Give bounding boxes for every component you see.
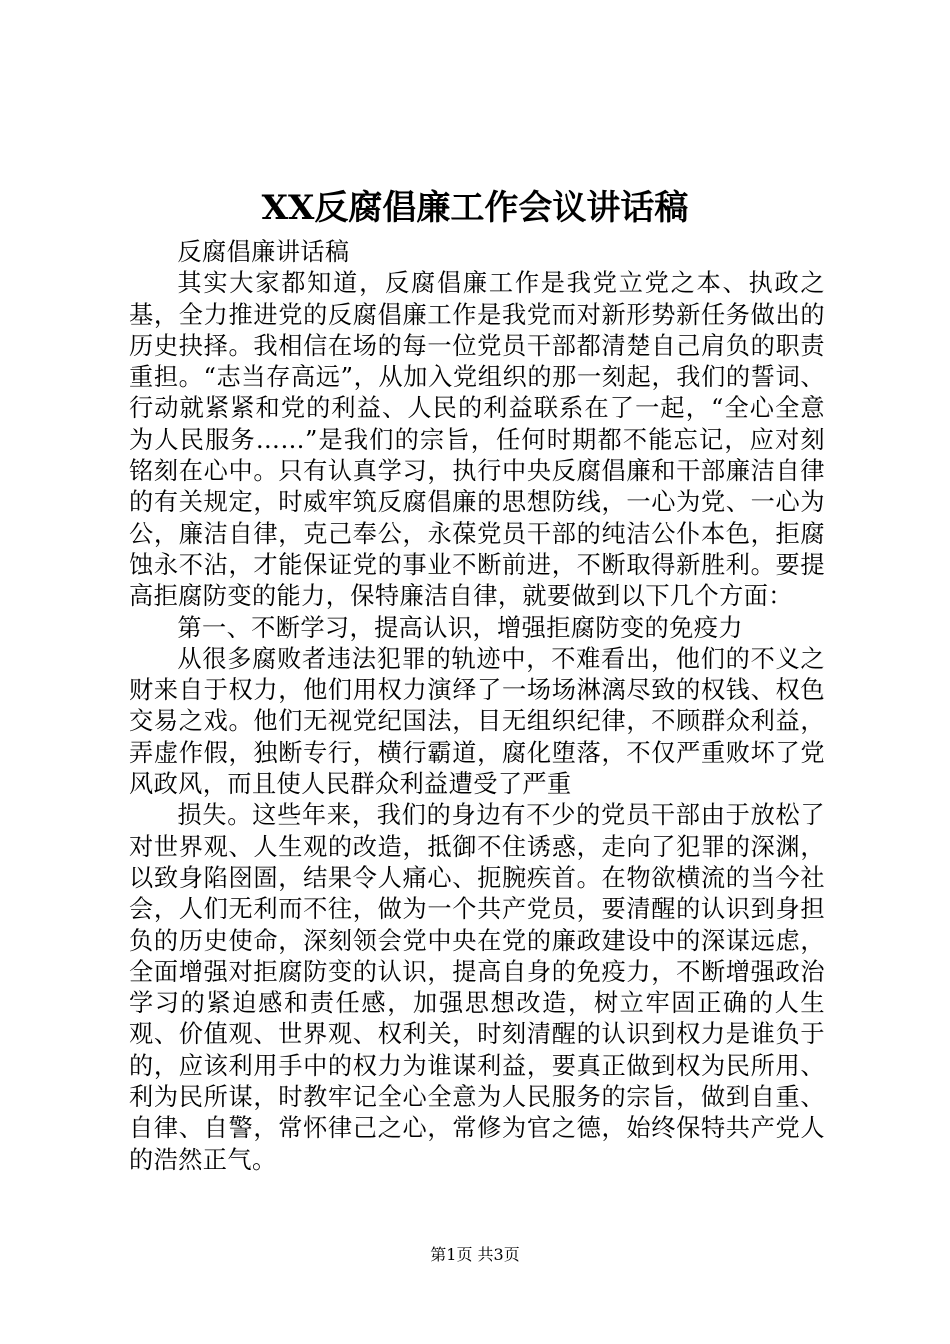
section-heading-first: 第一、不断学习，提高认识，增强拒腐防变的免疫力 [177, 613, 743, 642]
paragraph-intro: 其实大家都知道，反腐倡廉工作是我党立党之本、执政之基，全力推进党的反腐倡廉工作是我党而对新形势新任务做出的历史抉择。我相信在场的每一位党员干部都清楚自己肩负的职责重担。“志当存高远”，从加入党组织的那一刻起，我们的誓词、行动就紧紧和党的利益、人民的利益联系在了一起，“全心全意为人民服务……”是我们的宗旨，任何时期都不能忘记，应对刻铭刻在心中。只有认真学习，执行中央反腐倡廉和干部廉洁自律的有关规定，时威牢筑反腐倡廉的思想防线，一心为党、一心为公，廉洁自律，克己奉公，永葆党员干部的纯洁公仆本色，拒腐蚀永不沾，才能保证党的事业不断前进，不断取得新胜利。要提高拒腐防变的能力，保特廉洁自律，就要做到以下几个方面： [129, 269, 825, 611]
page-footer: 第1页 共3页 [430, 1245, 520, 1264]
document-title: XX反腐倡廉工作会议讲话稿 [261, 188, 689, 228]
paragraph-corruption-trajectory: 从很多腐败者违法犯罪的轨迹中，不难看出，他们的不义之财来自于权力，他们用权力演绎了一场场淋漓尽致的权钱、权色交易之戏。他们无视党纪国法，目无组织纪律，不顾群众利益，弄虚作假，独断专行，横行霸道，腐化堕落，不仅严重败坏了党风政风，而且使人民群众利益遭受了严重 [129, 644, 825, 799]
paragraph-losses: 损失。这些年来，我们的身边有不少的党员干部由于放松了对世界观、人生观的改造，抵御不住诱惑，走向了犯罪的深渊，以致身陷囹圄，结果令人痛心、扼腕疾首。在物欲横流的当今社会，人们无利而不往，做为一个共产党员，要清醒的认识到身担负的历史使命，深刻领会党中央在党的廉政建设中的深谋远虑，全面增强对拒腐防变的认识，提高自身的免疫力，不断增强政治学习的紧迫感和责任感，加强思想改造，树立牢固正确的人生观、价值观、世界观、权利关，时刻清醒的认识到权力是谁负于的，应该利用手中的权力为谁谋利益，要真正做到权为民所用、利为民所谋，时教牢记全心全意为人民服务的宗旨，做到自重、自律、自警，常怀律己之心，常修为官之德，始终保特共产党人的浩然正气。 [129, 801, 825, 1174]
document-body [129, 237, 825, 1176]
paragraph-subtitle: 反腐倡廉讲话稿 [177, 238, 350, 266]
